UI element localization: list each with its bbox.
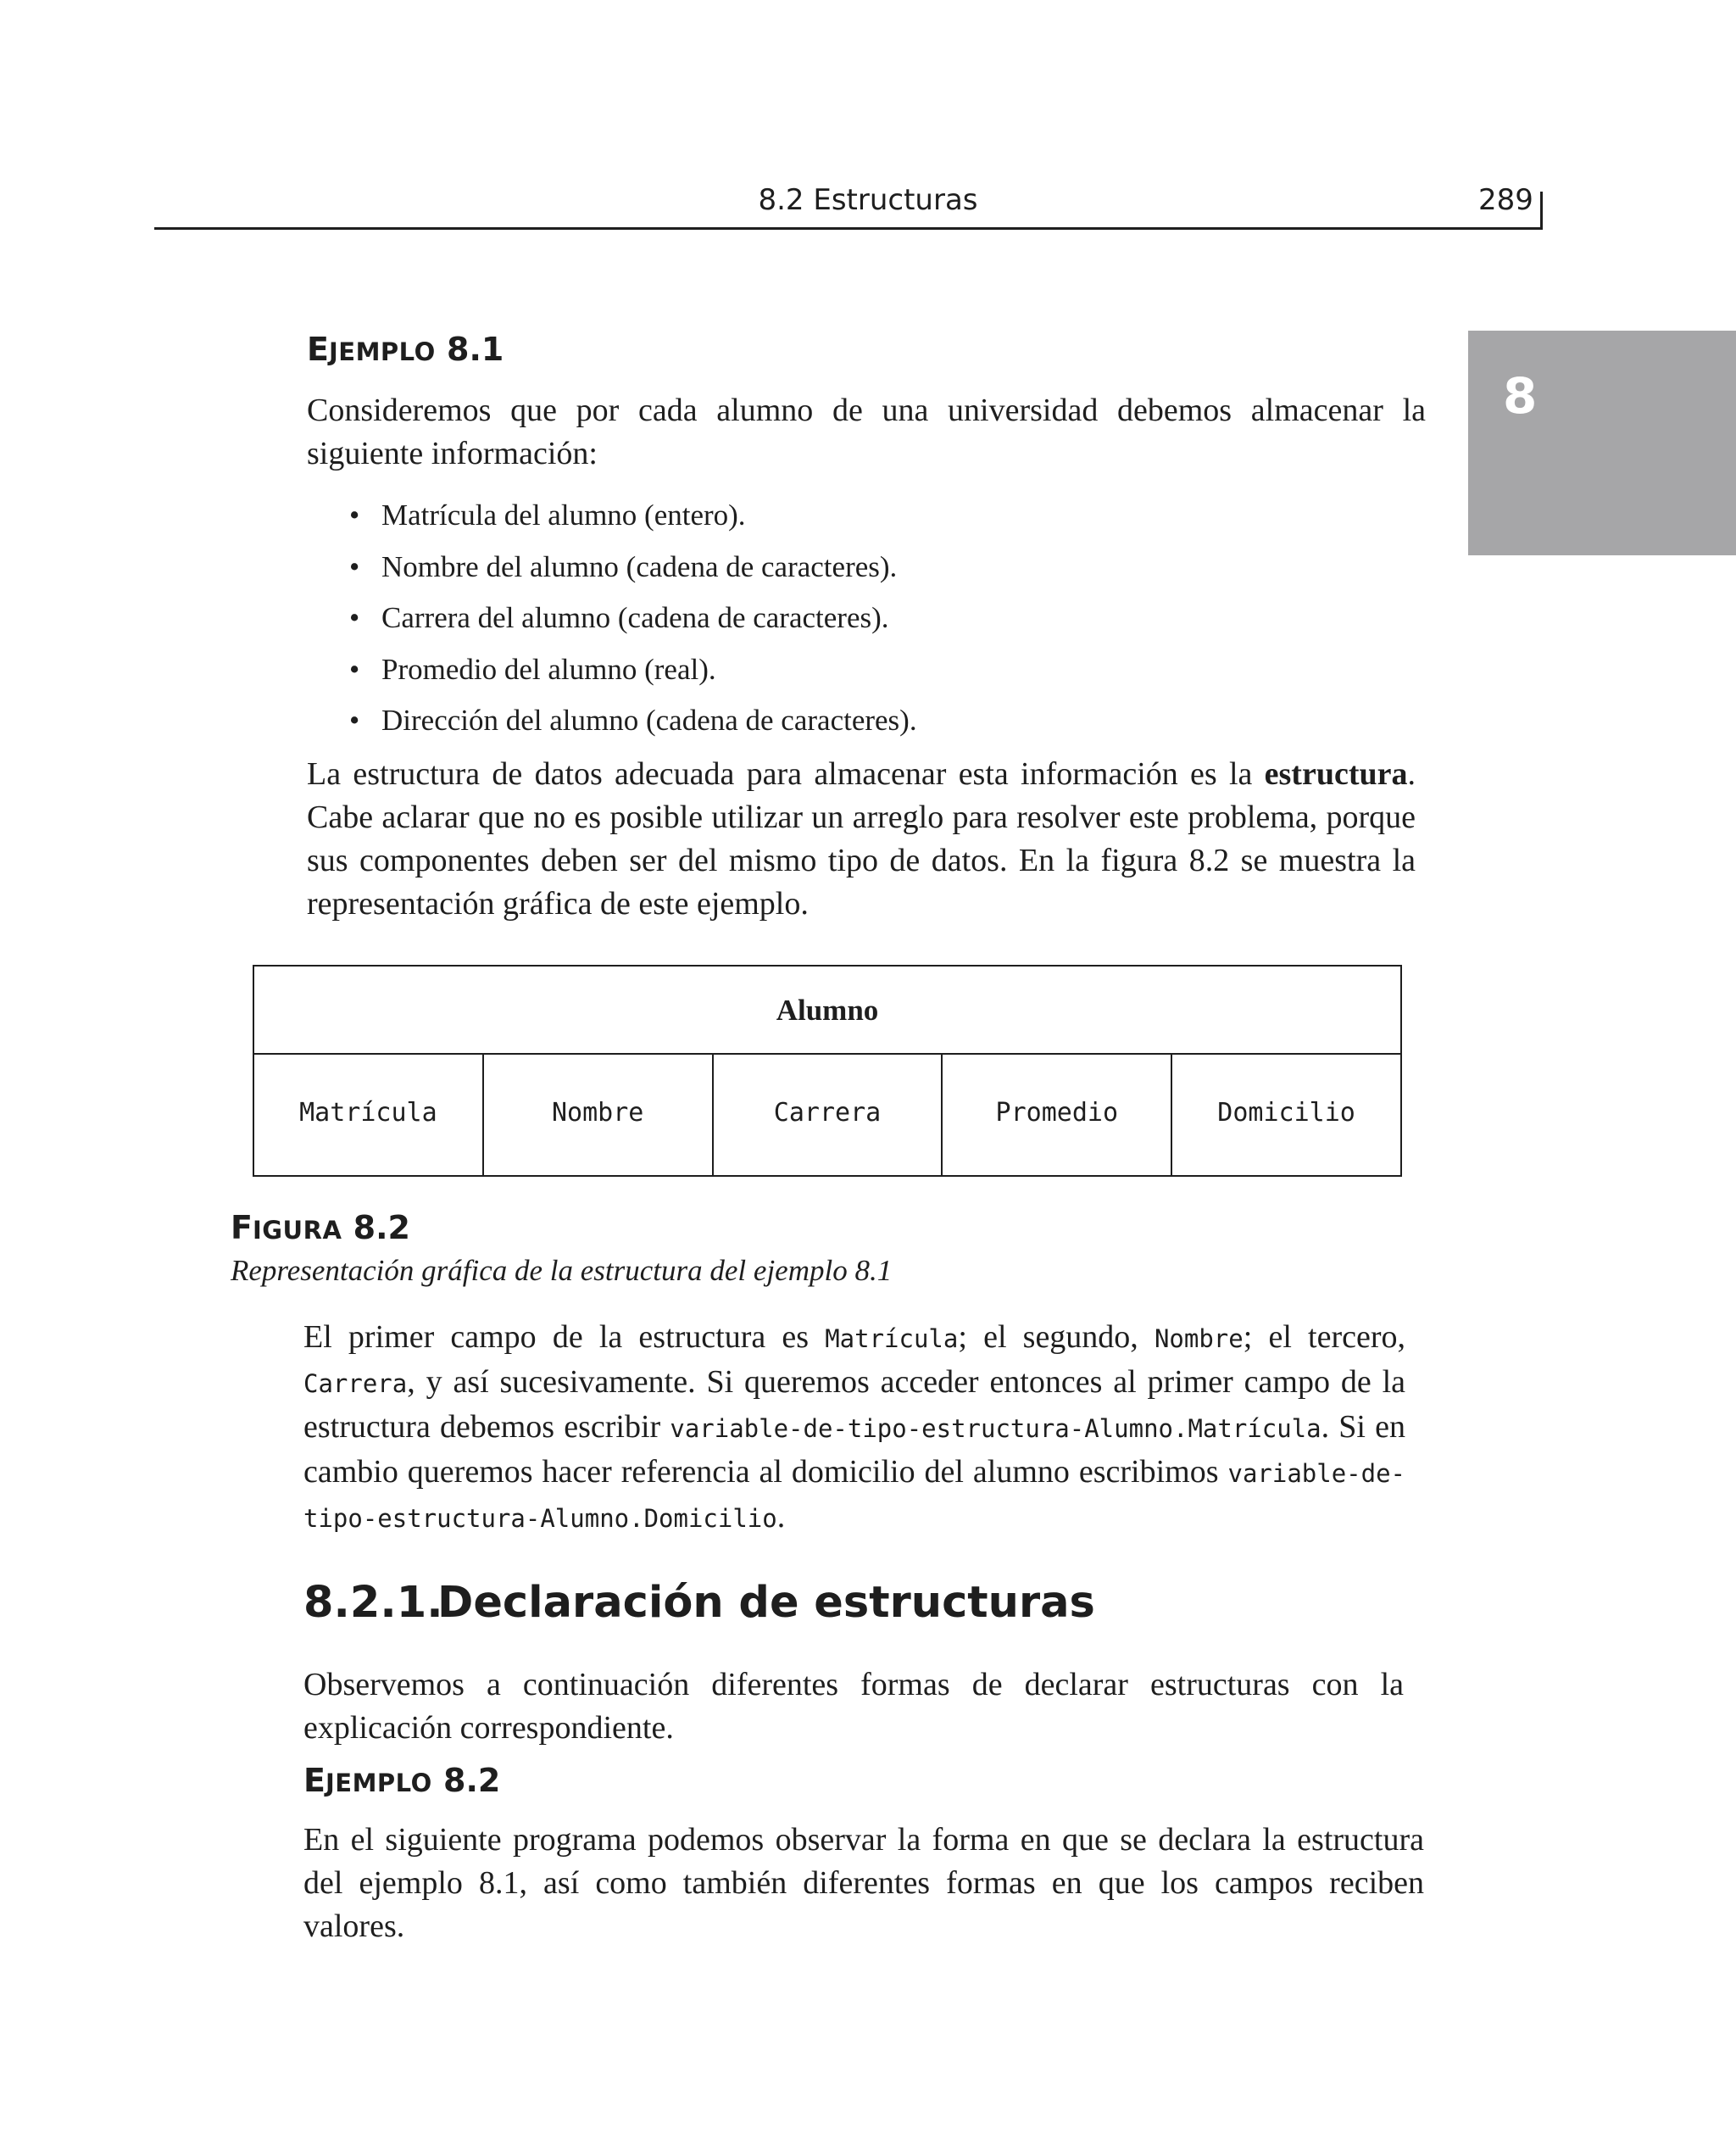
inline-code: Matrícula — [825, 1324, 959, 1353]
example-8-2-label — [303, 1760, 500, 1803]
paragraph-text: La estructura de datos adecuada para almacenar esta información es la — [307, 756, 1265, 792]
structure-field-cell: Matrícula — [254, 1055, 484, 1175]
example-8-1-paragraph — [307, 753, 1416, 926]
example-label-initial: E — [307, 331, 329, 368]
example-8-2-text: En el siguiente programa podemos observar la forma en que se declara la estructura del ejemplo 8.1, así como también diferentes formas en que los campos reciben valores. — [303, 1822, 1424, 1944]
bold-term: estructura — [1264, 756, 1408, 792]
running-header-title: 8.2 Estructuras — [758, 183, 978, 217]
structure-field-cell: Promedio — [943, 1055, 1172, 1175]
inline-code: Carrera — [303, 1369, 408, 1398]
figure-label-number: 8.2 — [353, 1209, 410, 1246]
list-item-text: Nombre del alumno (cadena de caracteres). — [381, 549, 898, 583]
field-bullet-list — [349, 490, 917, 747]
section-intro: Observemos a continuación diferentes formas de declarar estructuras con la explicación correspondiente. — [303, 1667, 1404, 1746]
list-item: • Carrera del alumno (cadena de caracteres). — [349, 601, 889, 634]
chapter-tab — [1468, 331, 1736, 555]
list-item-text: Dirección del alumno (cadena de caracteres). — [381, 704, 917, 737]
structure-field-row — [254, 1055, 1400, 1175]
structure-field-cell: Carrera — [714, 1055, 943, 1175]
section-title: Declaración de estructuras — [437, 1578, 1095, 1628]
structure-header: Alumno — [254, 967, 1400, 1055]
figure-label-rest: IGURA — [252, 1216, 342, 1245]
header-rule-tick — [1540, 192, 1543, 230]
page-number: 289 — [1478, 183, 1533, 217]
paragraph-text: . Cabe aclarar que no es posible utilizar un arreglo para resolver este problema, porque sus componentes deben ser del mismo tipo de datos. En la figura 8.2 se muestra la representación gráfica de este ejemplo. — [307, 756, 1416, 922]
section-number: 8.2.1. — [303, 1578, 443, 1628]
example-8-1-label — [307, 329, 504, 372]
list-item: • Nombre del alumno (cadena de caracteres). — [349, 549, 898, 583]
header-rule — [154, 227, 1543, 230]
list-item: • Matrícula del alumno (entero). — [349, 499, 746, 532]
list-item: • Promedio del alumno (real). — [349, 652, 716, 686]
section-heading — [303, 1575, 1095, 1631]
figure-label-initial: F — [231, 1209, 253, 1246]
figure-label — [231, 1207, 410, 1251]
paragraph-text: ; el tercero, — [1243, 1319, 1405, 1355]
example-label-rest: JEMPLO — [328, 337, 436, 366]
list-item-text: Matrícula del alumno (entero). — [381, 499, 746, 532]
example-label-initial: E — [303, 1762, 326, 1799]
structure-field-cell: Domicilio — [1217, 1098, 1355, 1128]
paragraph-text: El primer campo de la estructura es — [303, 1319, 826, 1355]
paragraph-text: , y así sucesivamente. Si queremos acceder entonces al primer campo de la estructura debemos escribir — [303, 1364, 1405, 1445]
list-item-text: Carrera del alumno (cadena de caracteres). — [381, 601, 889, 634]
structure-field-cell: Nombre — [484, 1055, 714, 1175]
example-8-1-intro: Consideremos que por cada alumno de una universidad debemos almacenar la siguiente información: — [307, 393, 1426, 471]
example-label-rest: JEMPLO — [325, 1769, 432, 1797]
paragraph-text: ; el segundo, — [958, 1319, 1155, 1355]
example-label-number: 8.2 — [443, 1762, 501, 1799]
paragraph-text: . — [776, 1499, 786, 1535]
inline-code: variable-de-tipo-estructura-Alumno.Domicilio — [303, 1459, 1405, 1533]
paragraph-text: . Si en cambio queremos hacer referencia al domicilio del alumno escribimos — [303, 1409, 1405, 1490]
structure-diagram — [253, 965, 1402, 1177]
figure-caption: Representación gráfica de la estructura del ejemplo 8.1 — [231, 1254, 893, 1287]
list-item: • Dirección del alumno (cadena de caracteres). — [349, 704, 917, 737]
list-item-text: Promedio del alumno (real). — [381, 652, 716, 686]
field-access-paragraph — [303, 1316, 1405, 1540]
chapter-tab-number: 8 — [1503, 367, 1538, 425]
example-label-number: 8.1 — [447, 331, 504, 368]
inline-code: Nombre — [1154, 1324, 1244, 1353]
inline-code: variable-de-tipo-estructura-Alumno.Matrícula — [670, 1414, 1321, 1443]
